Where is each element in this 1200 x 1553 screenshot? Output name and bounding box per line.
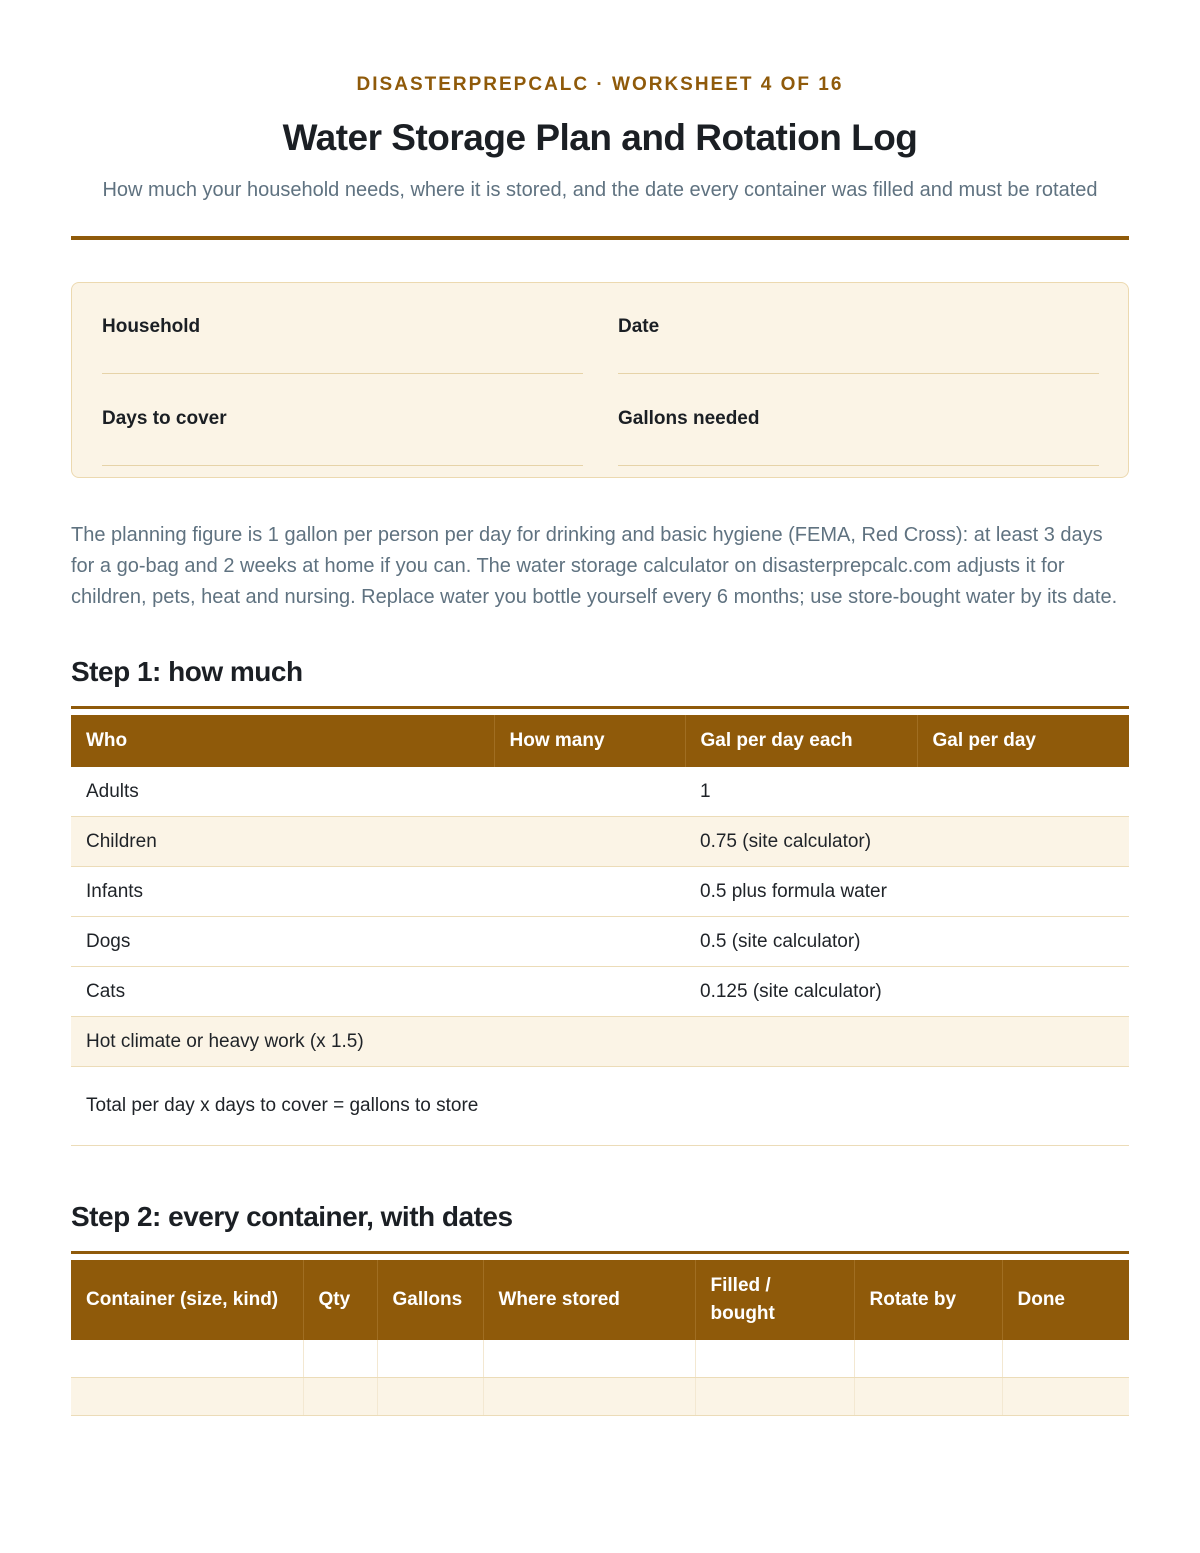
step1-table [71,715,1129,1146]
column-header-gal-per-day-each: Gal per day each [685,715,917,767]
step2-heading: Step 2: every container, with dates [71,1201,513,1232]
cell-gal-per-day[interactable] [917,1017,1129,1067]
cell-container[interactable] [71,1378,303,1416]
step2-table [71,1260,1129,1416]
cell-gal-per-day[interactable] [917,817,1129,867]
cell-how-many[interactable] [494,1017,685,1067]
cell-gal-per-day[interactable] [917,967,1129,1017]
cell-how-many[interactable] [494,867,685,917]
table-row [71,767,1129,817]
gallons-needed-field[interactable] [618,405,1099,466]
cell-who: Children [71,817,494,867]
table-row [71,1340,1129,1378]
cell-qty[interactable] [303,1378,377,1416]
cell-where-stored[interactable] [483,1378,695,1416]
household-field[interactable] [102,313,583,374]
column-header-container: Container (size, kind) [71,1260,303,1340]
column-header-who: Who [71,715,494,767]
cell-gal-per-day[interactable] [917,867,1129,917]
date-field[interactable] [618,313,1099,374]
column-header-rotate-by: Rotate by [854,1260,1002,1340]
gallons-needed-label: Gallons needed [618,407,760,429]
cell-who: Infants [71,867,494,917]
worksheet-page [71,0,1129,1416]
cell-who: Adults [71,767,494,817]
cell-container[interactable] [71,1340,303,1378]
page-title: Water Storage Plan and Rotation Log [282,117,918,158]
cell-how-many[interactable] [494,967,685,1017]
cell-gal-each [685,1067,917,1146]
cell-how-many[interactable] [494,1067,685,1146]
cell-gal-each: 1 [685,767,917,817]
cell-gallons[interactable] [377,1340,483,1378]
cell-gal-each: 0.125 (site calculator) [685,967,917,1017]
cell-gallons[interactable] [377,1378,483,1416]
cell-gal-each: 0.75 (site calculator) [685,817,917,867]
header-divider [71,236,1129,240]
cell-rotate-by[interactable] [854,1340,1002,1378]
column-header-gal-per-day: Gal per day [917,715,1129,767]
step2-divider [71,1251,1129,1254]
date-label: Date [618,316,660,337]
cell-who: Cats [71,967,494,1017]
table-row [71,817,1129,867]
cell-how-many[interactable] [494,767,685,817]
table-row [71,967,1129,1017]
cell-gal-per-day[interactable] [917,917,1129,967]
cell-filled-bought[interactable] [695,1340,854,1378]
step1-divider [71,706,1129,709]
cell-who: Hot climate or heavy work (x 1.5) [71,1017,494,1067]
cell-who: Total per day x days to cover = gallons to store [71,1067,494,1146]
step1-header-row [71,715,1129,767]
cell-how-many[interactable] [494,817,685,867]
worksheet-kicker: DISASTERPREPCALC · WORKSHEET 4 OF 16 [356,74,844,95]
cell-how-many[interactable] [494,917,685,967]
cell-done[interactable] [1002,1378,1129,1416]
cell-rotate-by[interactable] [854,1378,1002,1416]
column-header-where-stored: Where stored [483,1260,695,1340]
page-subtitle: How much your household needs, where it is stored, and the date every container was filled and must be rotated [102,179,1098,201]
cell-gal-each: 0.5 (site calculator) [685,917,917,967]
cell-done[interactable] [1002,1340,1129,1378]
table-row [71,1378,1129,1416]
household-label: Household [102,316,201,337]
intro-paragraph: The planning figure is 1 gallon per person per day for drinking and basic hygiene (FEMA, Red Cross): at least 3 days for a go-bag and 2 weeks at home if you can. The water storage calculator on disasterprepcalc.com adjusts it for children, pets, heat and nursing. Replace water you bottle yourself every 6 months; use store-bought water by its date. [71,524,1118,608]
table-row [71,1067,1129,1146]
column-header-filled-bought: Filled / bought [695,1260,854,1340]
column-header-gallons: Gallons [377,1260,483,1340]
step1-heading: Step 1: how much [71,656,303,687]
column-header-how-many: How many [494,715,685,767]
cell-gal-each: 0.5 plus formula water [685,867,917,917]
cell-gal-per-day[interactable] [917,767,1129,817]
cell-gal-each [685,1017,917,1067]
table-row [71,1017,1129,1067]
days-to-cover-field[interactable] [102,405,583,466]
household-info-box [71,282,1129,478]
cell-where-stored[interactable] [483,1340,695,1378]
cell-filled-bought[interactable] [695,1378,854,1416]
cell-gal-per-day[interactable] [917,1067,1129,1146]
column-header-qty: Qty [303,1260,377,1340]
days-to-cover-label: Days to cover [102,407,227,429]
table-row [71,917,1129,967]
table-row [71,867,1129,917]
cell-qty[interactable] [303,1340,377,1378]
column-header-done: Done [1002,1260,1129,1340]
step2-header-row [71,1260,1129,1340]
cell-who: Dogs [71,917,494,967]
